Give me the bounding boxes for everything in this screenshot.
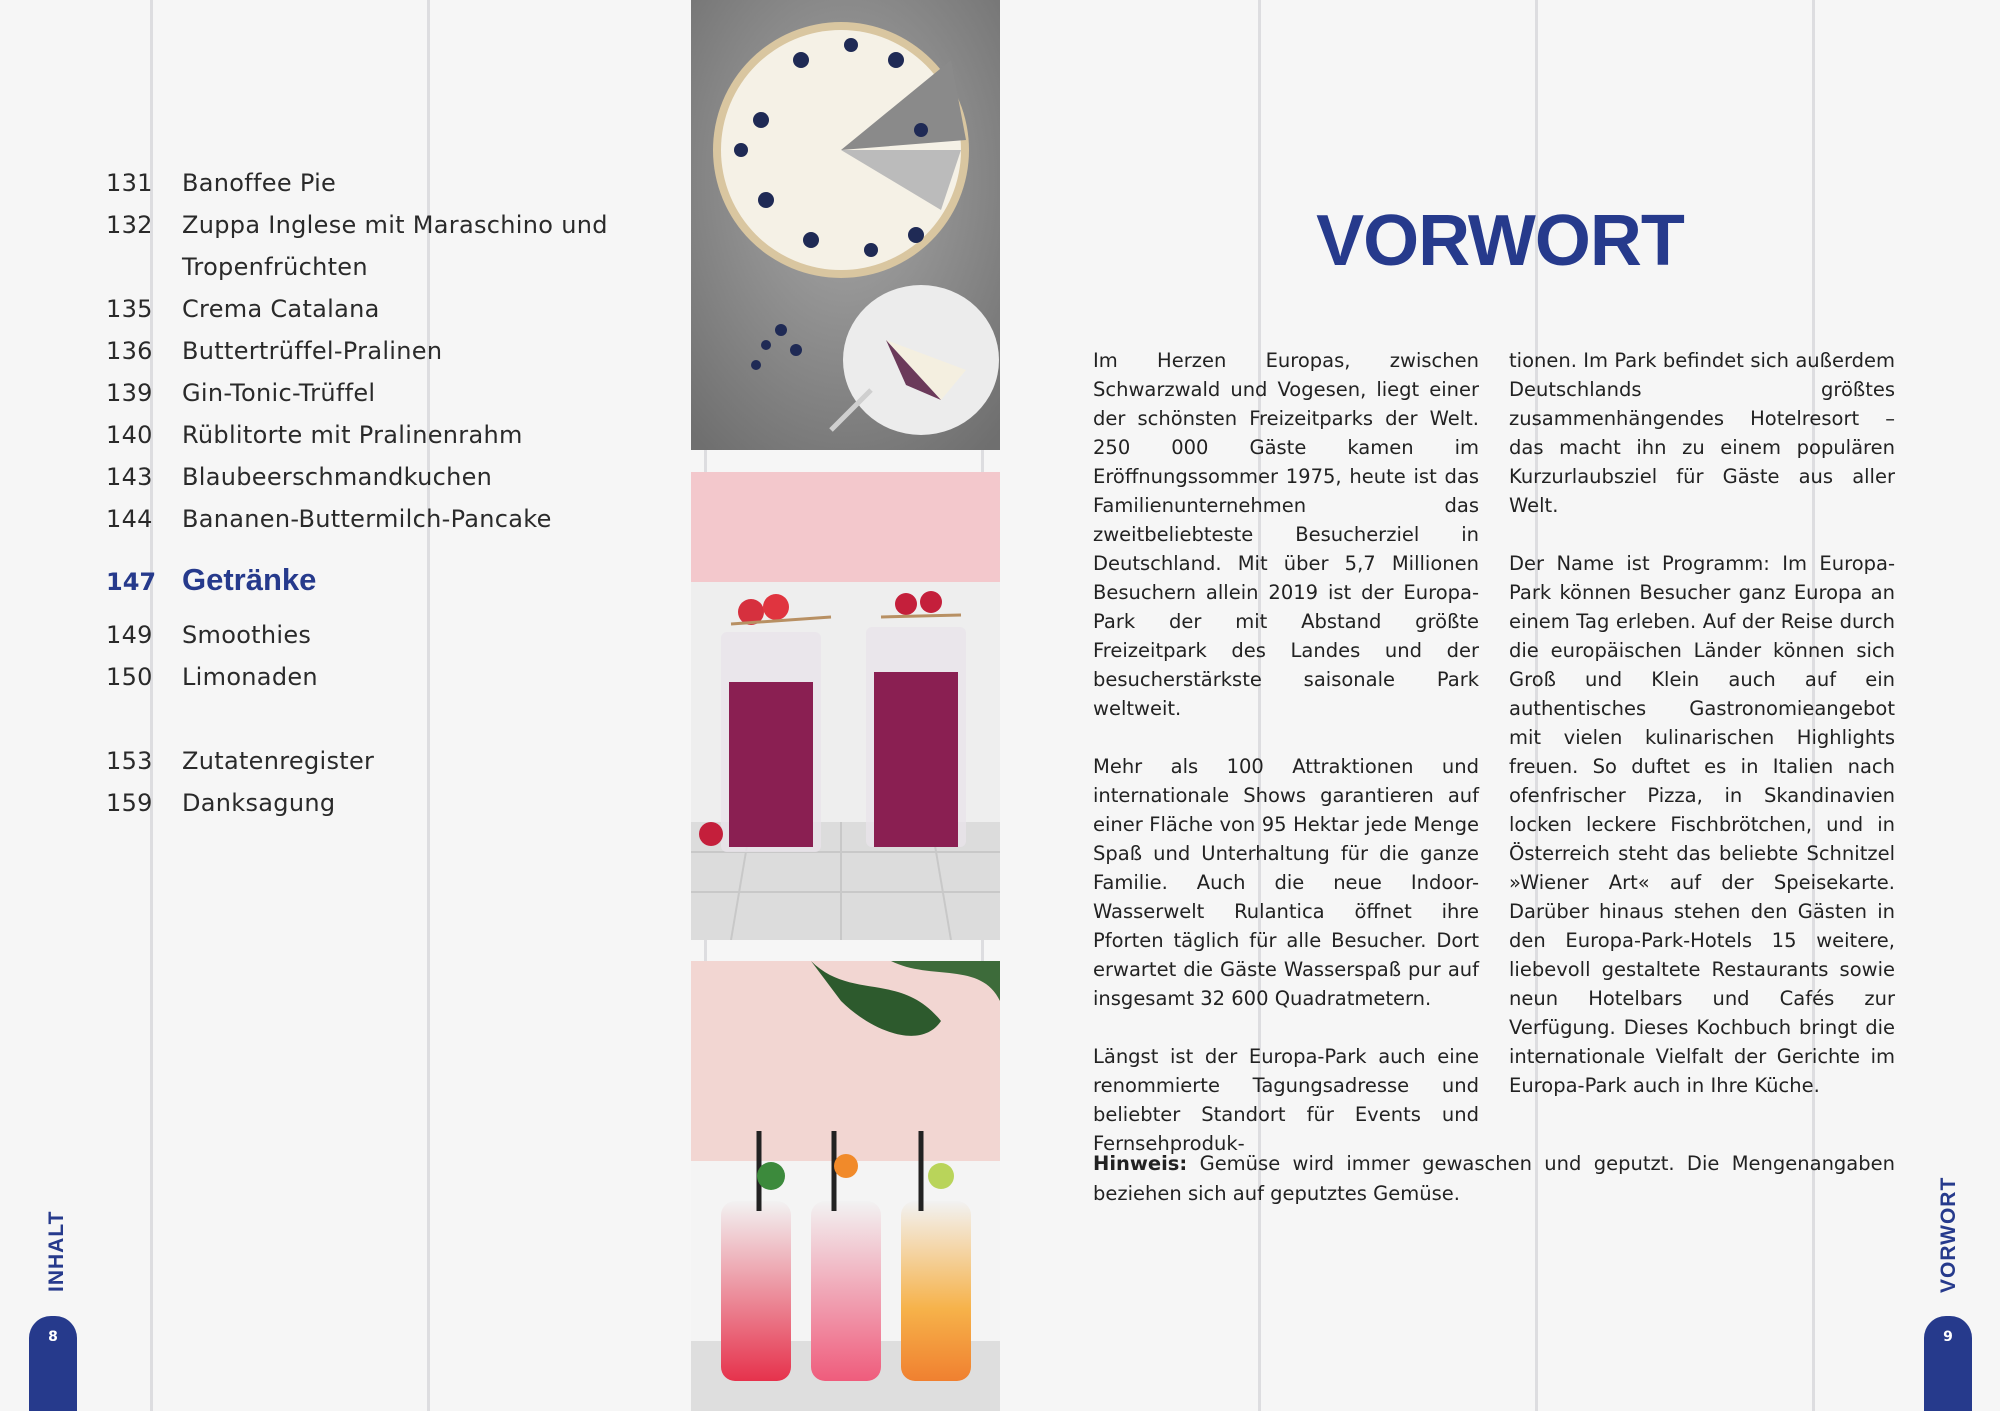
toc-entry[interactable] bbox=[106, 614, 626, 656]
toc-page-number: 135 bbox=[106, 295, 153, 323]
toc-title: Danksagung bbox=[182, 789, 336, 817]
cheesecake-photo bbox=[691, 0, 1000, 450]
toc-title: Gin-Tonic-Trüffel bbox=[182, 379, 376, 407]
page-number-tab bbox=[29, 1316, 77, 1411]
toc-entry[interactable] bbox=[106, 288, 626, 330]
paragraph: Im Herzen Europas, zwischen Schwarzwald und Vogesen, liegt einer der schönsten Freizeitparks der Welt. 250 000 Gäste kamen im Eröffnungssommer 1975, heute ist das Familienunternehmen das zweitbeliebteste Besucherziel in Deutschland. Mit über 5,7 Millionen Besuchern allein 2019 ist der Europa-Park der mit Abstand größte Freizeitpark des Landes und der besucherstärkste saisonale Park weltweit. bbox=[1093, 349, 1479, 720]
toc-page-number bbox=[106, 246, 182, 288]
toc-entry-continuation[interactable] bbox=[106, 246, 626, 288]
toc-page-number: 132 bbox=[106, 211, 153, 239]
page-number: 9 bbox=[1943, 1329, 1953, 1345]
toc-page-number: 140 bbox=[106, 421, 153, 449]
toc-section-title: Getränke bbox=[182, 562, 317, 597]
toc-entry[interactable] bbox=[106, 656, 626, 698]
text-column-left bbox=[1093, 346, 1479, 1187]
toc-entry[interactable] bbox=[106, 456, 626, 498]
page-title: VORWORT bbox=[1316, 201, 1684, 281]
toc-title: Zutatenregister bbox=[182, 747, 375, 775]
right-page bbox=[1000, 0, 2000, 1411]
toc-title: Blaubeerschmandkuchen bbox=[182, 463, 493, 491]
toc-page-number: 139 bbox=[106, 379, 153, 407]
toc-title: Banoffee Pie bbox=[182, 169, 337, 197]
paragraph: Der Name ist Programm: Im Europa-Park können Besucher ganz Europa an einem Tag erleben. Auf der Reise durch die europäischen Länder können sich Groß und Klein auch auf ein authentisches Gastronomieangebot mit vielen kulinarischen Highlights freuen. So duftet es in Italien nach ofenfrischer Pizza, in Skandinavien locken leckere Fischbrötchen, und in Österreich steht das beliebte Schnitzel »Wiener Art« auf der Speisekarte. Darüber hinaus stehen den Gästen in den Europa-Park-Hotels 15 weitere, liebevoll gestaltete Restaurants sowie neun Hotelbars und Cafés zur Verfügung. Dieses Kochbuch bringt die internationale Vielfalt der Gerichte im Europa-Park auch in Ihre Küche. bbox=[1509, 552, 1895, 1097]
toc-entry[interactable] bbox=[106, 740, 626, 782]
paragraph: Längst ist der Europa-Park auch eine renommierte Tagungsadresse und beliebter Standort für Events und Fernsehproduk- bbox=[1093, 1045, 1479, 1155]
table-of-contents bbox=[106, 162, 626, 824]
toc-page-number: 150 bbox=[106, 663, 153, 691]
hint-note bbox=[1093, 1149, 1895, 1209]
paragraph: Mehr als 100 Attraktionen und internationale Shows garantieren auf einer Fläche von 95 Hektar jede Menge Spaß und Unterhaltung für die ganze Familie. Auch die neue Indoor-Wasserwelt Rulantica öffnet ihre Pforten täglich für alle Besucher. Dort erwartet die Gäste Wasserspaß pur auf insgesamt 32 600 Quadratmetern. bbox=[1093, 755, 1479, 1010]
toc-page-number: 159 bbox=[106, 789, 153, 817]
toc-title: Crema Catalana bbox=[182, 295, 380, 323]
toc-page-number: 136 bbox=[106, 337, 153, 365]
toc-page-number: 143 bbox=[106, 463, 153, 491]
toc-spacer bbox=[106, 698, 626, 740]
toc-title: Zuppa Inglese mit Maraschino und bbox=[182, 211, 608, 239]
toc-title: Buttertrüffel-Pralinen bbox=[182, 337, 443, 365]
page-number-tab bbox=[1924, 1316, 1972, 1411]
toc-entry[interactable] bbox=[106, 782, 626, 824]
toc-title: Rüblitorte mit Pralinenrahm bbox=[182, 421, 523, 449]
toc-entry[interactable] bbox=[106, 204, 626, 246]
toc-title: Limonaden bbox=[182, 663, 318, 691]
toc-title: Tropenfrüchten bbox=[182, 253, 368, 281]
paragraph: tionen. Im Park befindet sich außerdem Deutschlands größtes zusammenhängendes Hotelresort – das macht ihn zu einem populären Kurzurlaubsziel für Gäste aus aller Welt. bbox=[1509, 349, 1895, 517]
lemonade-photo bbox=[691, 961, 1000, 1411]
toc-entry[interactable] bbox=[106, 498, 626, 540]
toc-entry[interactable] bbox=[106, 330, 626, 372]
toc-page-number: 153 bbox=[106, 747, 153, 775]
smoothie-photo bbox=[691, 472, 1000, 940]
toc-section-heading[interactable] bbox=[106, 554, 626, 606]
text-columns bbox=[1093, 346, 1895, 1187]
hint-label: Hinweis: bbox=[1093, 1152, 1188, 1175]
toc-title: Smoothies bbox=[182, 621, 312, 649]
toc-entry[interactable] bbox=[106, 372, 626, 414]
toc-entry[interactable] bbox=[106, 162, 626, 204]
side-chapter-label: INHALT bbox=[45, 1210, 68, 1292]
toc-entry[interactable] bbox=[106, 414, 626, 456]
side-chapter-label: VORWORT bbox=[1937, 1176, 1960, 1293]
page-number: 8 bbox=[48, 1329, 58, 1345]
toc-section-page-number: 147 bbox=[106, 568, 157, 596]
toc-page-number: 144 bbox=[106, 505, 153, 533]
text-column-right bbox=[1509, 346, 1895, 1187]
toc-page-number: 131 bbox=[106, 169, 153, 197]
toc-page-number: 149 bbox=[106, 621, 153, 649]
hint-text: Gemüse wird immer gewaschen und geputzt. Die Mengenangaben beziehen sich auf geputztes Gemüse. bbox=[1093, 1152, 1895, 1205]
toc-title: Bananen-Buttermilch-Pancake bbox=[182, 505, 552, 533]
